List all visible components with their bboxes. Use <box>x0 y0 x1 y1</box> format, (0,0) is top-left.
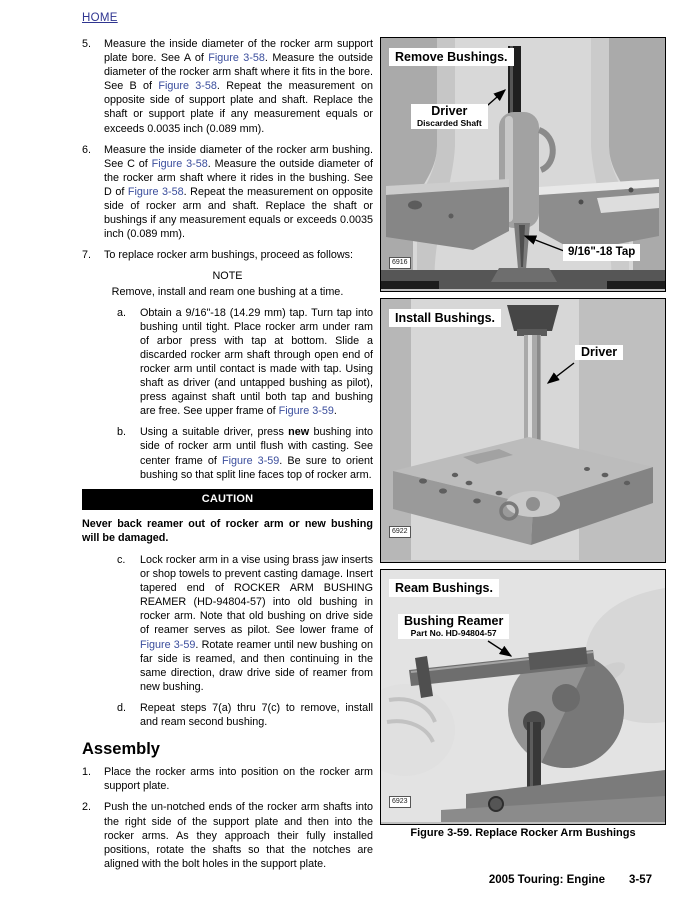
step-number: 2. <box>82 801 92 814</box>
driver-callout-title: Driver <box>431 104 468 118</box>
step-7b <box>117 425 373 481</box>
note-body: Remove, install and ream one bushing at a time. <box>111 285 344 298</box>
figure-ref-link[interactable]: Figure 3-59 <box>140 638 196 651</box>
step-number: 1. <box>82 766 92 779</box>
text-segment: . Measure the outside diameter of the rocker arm shaft where it fits in the bore. See B of <box>104 52 373 93</box>
step-7d <box>117 701 373 729</box>
figure-ref-link[interactable]: Figure 3-58 <box>208 52 265 65</box>
ream-bushings-photo <box>381 570 665 822</box>
figure-label-install: Install Bushings. <box>389 309 501 327</box>
text-segment: . Repeat the measurement on opposite side of support plate and shaft. Replace the shaft or support plate if any measurement equals or exceeds 0.0035 inch (0.089 mm). <box>104 80 373 135</box>
step-text <box>140 306 373 419</box>
step-text <box>104 143 373 242</box>
figure-ref-link[interactable]: Figure 3-58 <box>158 80 217 93</box>
step-letter: d. <box>117 701 127 714</box>
step-letter: b. <box>117 426 127 439</box>
driver-callout-sub: Discarded Shaft <box>417 118 482 128</box>
step-7 <box>82 248 373 262</box>
assembly-heading: Assembly <box>82 740 160 759</box>
page-footer <box>82 874 652 886</box>
text-segment: . Be sure to orient bushing so that split line faces top of rocker arm. <box>140 454 373 481</box>
driver-callout: Driver <box>575 345 623 360</box>
step-letter: a. <box>117 306 127 319</box>
reamer-callout-title: Bushing Reamer <box>404 614 504 628</box>
text-segment: . <box>333 405 337 418</box>
figure-ref-link[interactable]: Figure 3-59 <box>221 454 280 467</box>
step-text: Place the rocker arms into position on the rocker arm support plate. <box>104 766 373 793</box>
text-segment: Measure the inside diameter of the rocker arm bushing. See C of <box>104 143 373 170</box>
step-6 <box>82 143 373 242</box>
step-text: Push the un-notched ends of the rocker arm shafts into the right side of the support plate and then into the rocker arms. As they approach their fully installed positions, rotate the shafts so that the notches are aligned with the bolt holes in the support plate. <box>104 801 373 870</box>
driver-callout <box>411 104 488 129</box>
figure-column <box>380 37 666 839</box>
text-column <box>82 37 373 878</box>
photo-id: 6922 <box>389 526 411 538</box>
step-text: To replace rocker arm bushings, proceed as follows: <box>104 249 354 262</box>
step-number: 6. <box>82 143 92 156</box>
caution-banner: CAUTION <box>82 489 373 510</box>
tap-callout: 9/16"-18 Tap <box>563 244 640 261</box>
step-5 <box>82 37 373 136</box>
photo-id: 6923 <box>389 796 411 808</box>
assembly-step-2 <box>82 800 373 870</box>
figure-panel-install-bushings <box>380 298 666 563</box>
figure-ref-link[interactable]: Figure 3-59 <box>278 405 334 418</box>
text-segment: bushing into side of rocker arm until flush with casting. See center frame of <box>140 426 373 467</box>
text-segment: Measure the inside diameter of the rocker arm support plate bore. See A of <box>104 38 373 65</box>
step-7c <box>117 553 373 694</box>
figure-caption: Figure 3-59. Replace Rocker Arm Bushings <box>410 827 636 839</box>
text-segment: . Rotate reamer until new bushing on far side is reamed, and then continuing in the same direction, draw drive side of reamer from new bushing. <box>140 638 373 693</box>
reamer-callout <box>398 614 509 639</box>
step-text: Repeat steps 7(a) thru 7(c) to remove, install and ream second bushing. <box>140 701 373 729</box>
step-letter: c. <box>117 554 126 566</box>
figure-label-remove: Remove Bushings. <box>389 48 514 66</box>
figure-panel-ream-bushings <box>380 569 666 825</box>
text-segment: . Measure the outside diameter of the rocker arm shaft where it rides in the bushing. See D of <box>104 157 373 198</box>
step-number: 5. <box>82 38 92 50</box>
step-text <box>140 425 373 481</box>
figure-panel-remove-bushings <box>380 37 666 292</box>
home-link[interactable]: HOME <box>82 12 118 24</box>
caution-text: Never back reamer out of rocker arm or new bushing will be damaged. <box>82 517 373 544</box>
text-segment: Lock rocker arm in a vise using brass jaw inserts or shop towels to prevent casting damage. Insert tapered end of ROCKER ARM BUSHING REAMER (HD-94804-57) into old bushing in rocker arm. Note that old bushing on drive side of reamer serves as pilot. See lower frame of <box>140 554 373 637</box>
text-segment: new <box>288 426 310 439</box>
install-bushings-photo <box>381 299 665 560</box>
text-segment: . Repeat the measurement on opposite side of rocker arm and shaft. Replace the shaft or bushings if any measurement equals or exceeds 0.0035 inch (0.089 mm). <box>104 185 373 241</box>
footer-page-number: 3-57 <box>628 874 652 886</box>
note-heading: NOTE <box>212 270 243 283</box>
text-segment: Obtain a 9/16"-18 (14.29 mm) tap. Turn tap into bushing until tight. Place rocker arm under ram of arbor press with tap at bottom. Slide a discarded rocker arm shaft through open end of rocker arm until contact is made with tap. Using shaft as driver (and untapped bushing as pilot), press against shaft until both tap and bushing are free. See upper frame of <box>140 306 373 418</box>
reamer-callout-sub: Part No. HD-94804-57 <box>410 628 497 638</box>
figure-ref-link[interactable]: Figure 3-58 <box>127 185 184 198</box>
figure-ref-link[interactable]: Figure 3-58 <box>151 157 208 170</box>
step-number: 7. <box>82 249 92 262</box>
text-segment: Using a suitable driver, press <box>140 426 289 439</box>
assembly-step-1 <box>82 765 373 793</box>
step-text <box>104 37 373 136</box>
step-text <box>140 553 373 694</box>
step-7a <box>117 306 373 419</box>
footer-section: 2005 Touring: Engine <box>488 874 605 886</box>
photo-id: 6916 <box>389 257 411 269</box>
figure-label-ream: Ream Bushings. <box>389 579 499 597</box>
